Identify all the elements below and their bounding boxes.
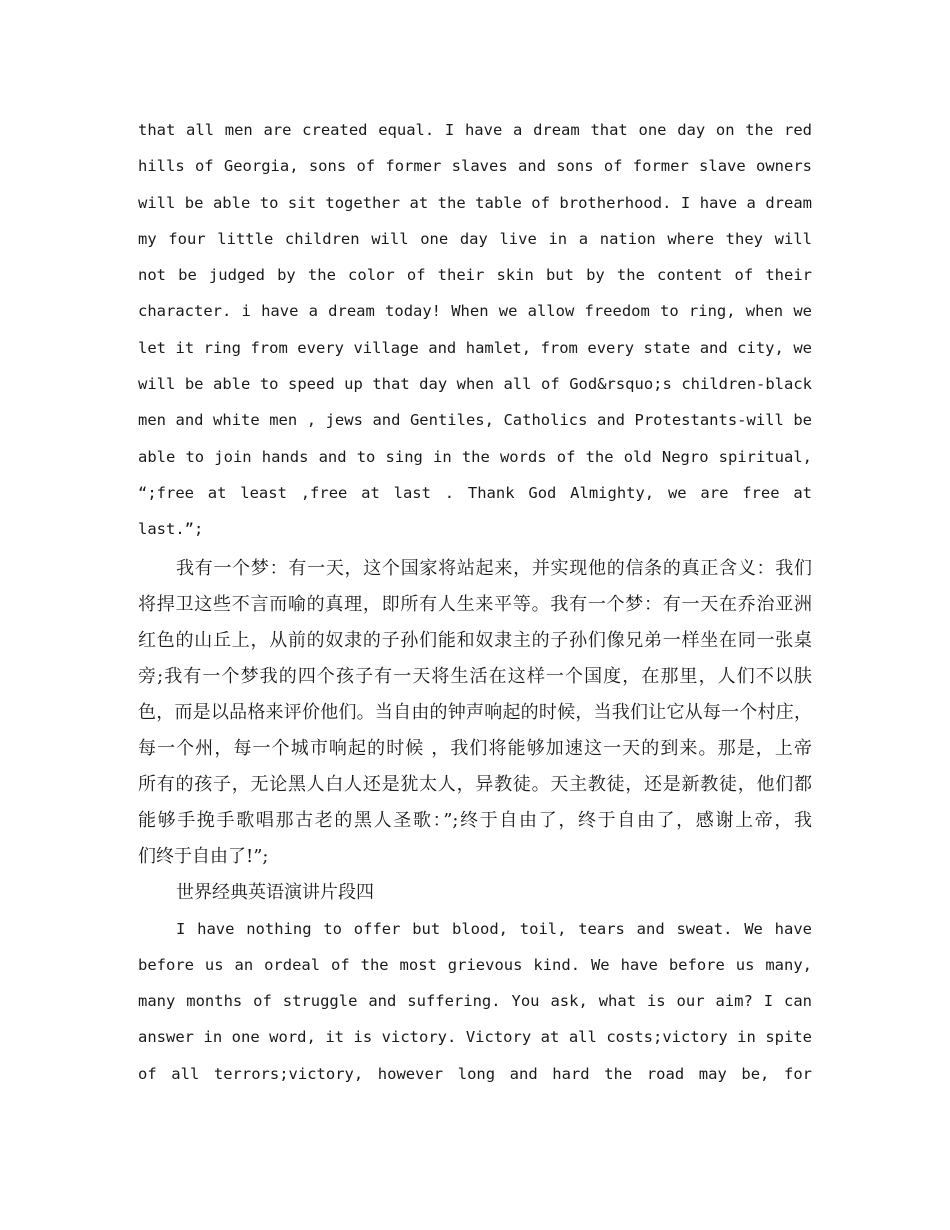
document-page bbox=[138, 112, 812, 1092]
text-line: 能够手挽手歌唱那古老的黑人圣歌：”;终于自由了，终于自由了，感谢上帝，我 bbox=[138, 809, 812, 831]
chinese-translation-paragraph bbox=[138, 551, 812, 875]
text-line: 每一个州，每一个城市响起的时候 ，我们将能够加速这一天的到来。那是，上帝 bbox=[138, 737, 812, 759]
text-line: that all men are created equal. I have a dream that one day on the red bbox=[138, 121, 812, 139]
text-line: men and white men , jews and Gentiles, Catholics and Protestants-will be bbox=[138, 411, 812, 430]
text-line: 所有的孩子，无论黑人白人还是犹太人，异教徒。天主教徒，还是新教徒，他们都 bbox=[138, 773, 812, 795]
text-line: before us an ordeal of the most grievous kind. We have before us many, bbox=[138, 955, 812, 974]
text-line: will be able to speed up that day when all of God&rsquo;s children-black bbox=[138, 375, 812, 394]
text-line: able to join hands and to sing in the words of the old Negro spiritual, bbox=[138, 447, 812, 466]
text-line: 将捍卫这些不言而喻的真理，即所有人生来平等。我有一个梦：有一天在乔治亚洲 bbox=[138, 593, 812, 615]
text-line: character. i have a dream today! When we allow freedom to ring, when we bbox=[138, 302, 812, 321]
text-line: 旁;我有一个梦我的四个孩子有一天将生活在这样一个国度，在那里，人们不以肤 bbox=[138, 665, 812, 687]
text-line: let it ring from every village and hamlet, from every state and city, we bbox=[138, 338, 812, 357]
text-line: many months of struggle and suffering. You ask, what is our aim? I can bbox=[138, 992, 812, 1011]
text-line: last.”; bbox=[138, 520, 204, 539]
section-heading: 世界经典英语演讲片段四 bbox=[176, 881, 374, 903]
text-line: 我有一个梦：有一天，这个国家将站起来，并实现他的信条的真正含义：我们 bbox=[176, 557, 812, 579]
text-line: 色，而是以品格来评价他们。当自由的钟声响起的时候，当我们让它从每一个村庄， bbox=[138, 701, 812, 723]
text-line: I have nothing to offer but blood, toil, tears and sweat. We have bbox=[176, 919, 812, 938]
text-line: 红色的山丘上，从前的奴隶的子孙们能和奴隶主的子孙们像兄弟一样坐在同一张桌 bbox=[138, 629, 812, 651]
text-line: hills of Georgia, sons of former slaves and sons of former slave owners bbox=[138, 157, 812, 176]
text-line: 们终于自由了!”; bbox=[138, 845, 269, 867]
english-speech-paragraph bbox=[138, 911, 812, 1092]
text-line: will be able to sit together at the table of brotherhood. I have a dream bbox=[138, 193, 812, 212]
text-line: my four little children will one day live in a nation where they will bbox=[138, 229, 812, 248]
english-speech-paragraph bbox=[138, 112, 812, 548]
text-line: “;free at least ,free at last . Thank God Almighty, we are free at bbox=[138, 483, 812, 502]
text-line: answer in one word, it is victory. Victory at all costs;victory in spite bbox=[138, 1028, 812, 1047]
text-line: not be judged by the color of their skin but by the content of their bbox=[138, 266, 812, 285]
text-line: of all terrors;victory, however long and hard the road may be, for bbox=[138, 1064, 812, 1083]
